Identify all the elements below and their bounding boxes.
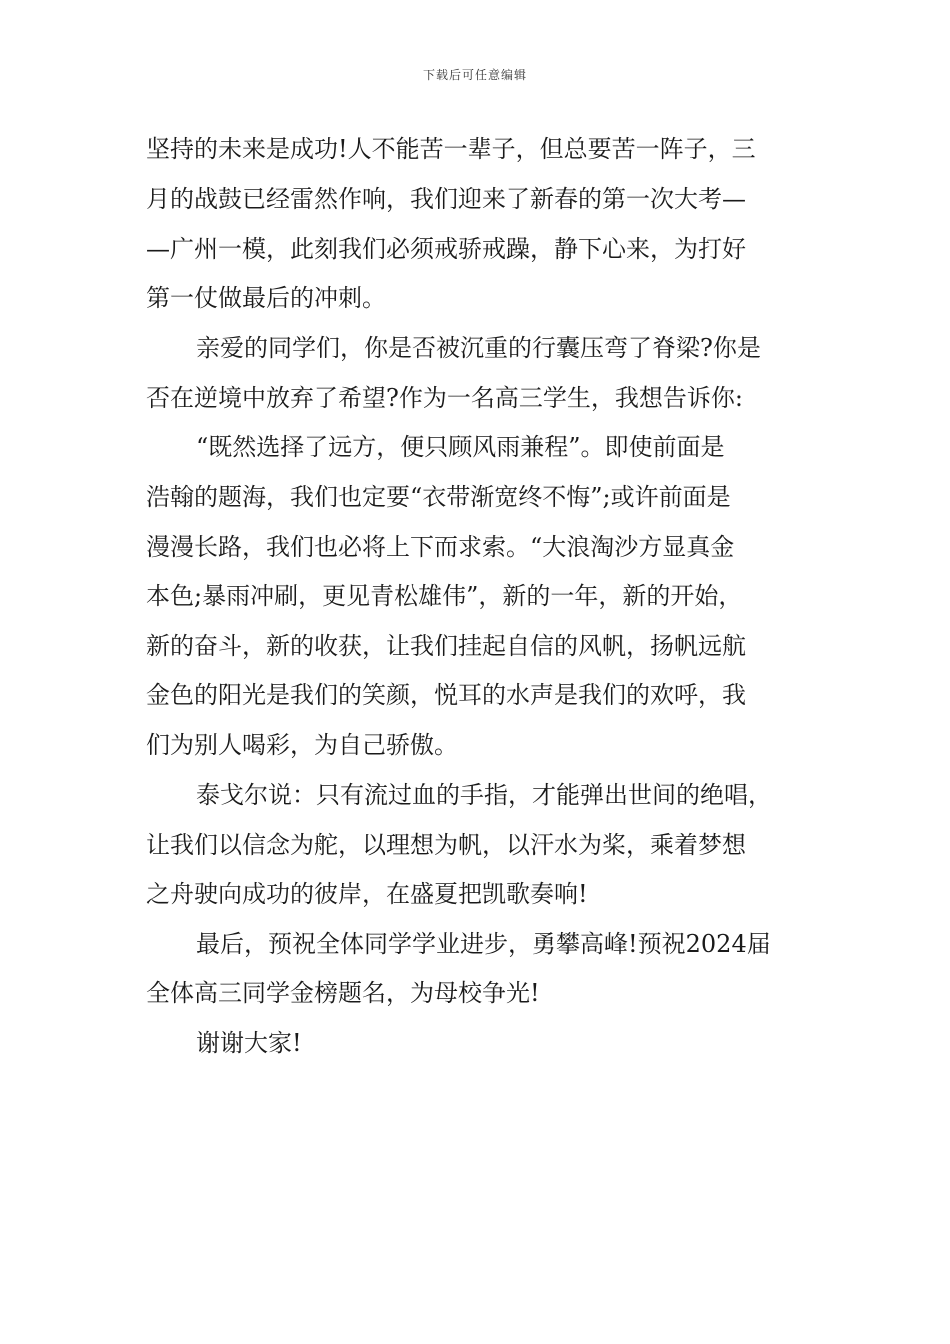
text-line: 第一仗做最后的冲刺。 [146, 284, 386, 312]
text-line: —广州一模，此刻我们必须戒骄戒躁，静下心来，为打好 [146, 235, 746, 263]
text-line: 之舟驶向成功的彼岸，在盛夏把凯歌奏响! [146, 880, 588, 908]
text-line: 泰戈尔说：只有流过血的手指，才能弹出世间的绝唱， [196, 781, 772, 809]
text-line: 金色的阳光是我们的笑颜，悦耳的水声是我们的欢呼，我 [146, 681, 746, 709]
text-line: 最后，预祝全体同学学业进步，勇攀高峰!预祝2024届 [196, 930, 771, 958]
text-line: 亲爱的同学们，你是否被沉重的行囊压弯了脊梁?你是 [196, 334, 761, 362]
text-line: 全体高三同学金榜题名，为母校争光! [146, 979, 540, 1007]
text-line: 浩翰的题海，我们也定要“衣带渐宽终不悔”;或许前面是 [146, 483, 731, 511]
text-line: 新的奋斗，新的收获，让我们挂起自信的风帆，扬帆远航 [146, 632, 746, 660]
text-line: 坚持的未来是成功!人不能苦一辈子，但总要苦一阵子，三 [146, 135, 756, 163]
text-line: 们为别人喝彩，为自己骄傲。 [146, 731, 458, 759]
page-header: 下载后可任意编辑 [422, 68, 527, 82]
text-line: 漫漫长路，我们也必将上下而求索。“大浪淘沙方显真金 [146, 533, 735, 561]
text-line: 月的战鼓已经雷然作响，我们迎来了新春的第一次大考— [146, 185, 746, 213]
text-line: 谢谢大家! [196, 1029, 302, 1057]
text-line: 否在逆境中放弃了希望?作为一名高三学生，我想告诉你: [146, 384, 743, 412]
text-line: “既然选择了远方，便只顾风雨兼程”。即使前面是 [196, 433, 725, 461]
text-line: 本色;暴雨冲刷，更见青松雄伟”，新的一年，新的开始， [146, 582, 743, 610]
text-line: 让我们以信念为舵，以理想为帆，以汗水为桨，乘着梦想 [146, 831, 746, 859]
